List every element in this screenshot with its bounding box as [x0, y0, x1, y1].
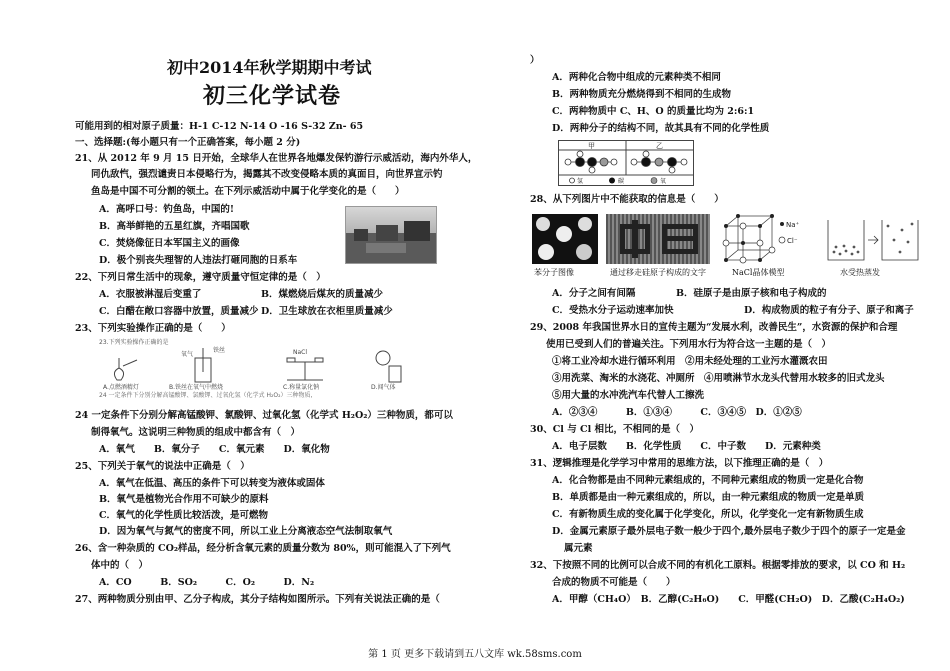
- q23-label-a: A.点燃酒精灯: [103, 384, 139, 391]
- q29-line-1: ①将工业冷却水进行循环利用 ②用未经处理的工业污水灌溉农田: [552, 356, 828, 367]
- section-heading: 一、选择题:(每小题只有一个正确答案，每小题 2 分): [75, 137, 301, 148]
- exam-subtitle: 初三化学试卷: [203, 83, 342, 109]
- q26-stem-2: 体中的（ ）: [91, 560, 149, 571]
- q25-option-a: A．氧气在低温、高压的条件下可以转变为液体或固体: [99, 478, 325, 489]
- alcohol-lamp-figure: [114, 358, 137, 380]
- q21-stem-1: 21、从 2012 年 9 月 15 日开始，全球华人在世界各地爆发保钓游行示威活动，海内外华人，: [75, 153, 478, 164]
- q22-option-b: B．煤燃烧后煤灰的质量减少: [261, 289, 384, 300]
- iron-tag: 铁丝: [213, 347, 226, 354]
- q21-option-a: A．高呼口号：钓鱼岛，中国的!: [99, 204, 235, 215]
- q24-stem-1: 24 一定条件下分别分解高锰酸钾、氯酸钾、过氧化氢（化学式 H₂O₂）三种物质，都可以: [75, 410, 453, 421]
- caption-silicon: 通过移走硅原子构成的文字: [610, 268, 706, 277]
- caption-water: 水受热蒸发: [840, 268, 880, 277]
- q27-stem: 27、两种物质分别由甲、乙分子构成，其分子结构如图所示。下列有关说法正确的是（: [75, 594, 440, 605]
- q28-option-b: B．硅原子是由原子核和电子构成的: [676, 288, 827, 299]
- q32-stem-1: 32、下按照不同的比例可以合成不同的有机化工原料。根据零排放的要求，以 CO 和 H₂: [530, 560, 906, 571]
- q27-option-b: B．两种物质充分燃烧得到不相同的生成物: [552, 89, 732, 100]
- legend-oxygen: 氧: [660, 178, 667, 185]
- q30-options: A．电子层数 B．化学性质 C．中子数 D．元素种类: [552, 441, 821, 452]
- q27-stem-cont: ）: [530, 55, 540, 66]
- cl-ion-label: Cl⁻: [787, 237, 798, 245]
- q21-option-c: C．焚烧像征日本军国主义的画像: [99, 238, 240, 249]
- atomic-masses: 可能用到的相对原子质量：H-1 C-12 N-14 O -16 S-32 Zn- 65: [75, 121, 364, 132]
- q31-option-d-1: D．金属元素原子最外层电子数一般少于四个,最外层电子数少于四个的原子一定是金: [552, 526, 906, 537]
- legend-hydrogen-marker: [570, 178, 575, 183]
- iron-wire-figure: [181, 346, 225, 382]
- caption-nacl: NaCl晶体模型: [732, 268, 785, 277]
- q23-img-caption: 24 一定条件下分别分解高锰酸钾、氯酸钾、过氧化氢（化学式 H₂O₂）三种物质，: [99, 392, 317, 398]
- balance-figure: [287, 349, 323, 380]
- q29-line-2: ③用洗菜、淘米的水浇花、冲厕所 ④用喷淋节水龙头代替用水较多的旧式龙头: [552, 373, 885, 384]
- exam-title: 初中2014年秋学期期中考试: [167, 58, 372, 77]
- legend-hydrogen: 氢: [577, 178, 584, 185]
- q23-label-b: B.铁丝在氧气中燃烧: [169, 384, 224, 391]
- q29-line-3: ⑤用大量的水冲洗汽车代替人工擦洗: [552, 390, 705, 401]
- q21-stem-3: 鱼岛是中国不可分割的领土。在下列示威活动中属于化学变化的是（ ）: [91, 186, 405, 197]
- legend-oxygen-marker: [651, 178, 657, 184]
- q32-options: A．甲醇（CH₄O） B．乙醇(C₂H₆O) C．甲醛(CH₂O) D．乙酸(C₂H₄O₂): [552, 594, 905, 605]
- q31-option-c: C．有新物质生成的变化属于化学变化，所以，化学变化一定有新物质生成: [552, 509, 864, 520]
- molecule-structure-image: [558, 140, 694, 186]
- nacl-tag: NaCl: [293, 349, 308, 356]
- nacl-crystal-image: [720, 212, 810, 266]
- legend-carbon-marker: [609, 178, 615, 184]
- q23-img-header: 23.下列实验操作正确的是: [99, 339, 169, 346]
- q22-option-c: C．白醋在敞口容器中放置，质量减少: [99, 306, 259, 317]
- q25-stem: 25、下列关于氧气的说法中正确是（ ）: [75, 461, 250, 472]
- water-evaporation-image: [824, 212, 924, 266]
- page-footer: 第 1 页 更多下载请到五八文库 wk.58sms.com: [368, 649, 582, 660]
- legend-carbon: 碳: [618, 178, 625, 185]
- q28-stem: 28、从下列图片中不能获取的信息是（ ）: [530, 194, 724, 205]
- q25-option-d: D．因为氧气与氮气的密度不同，所以工业上分离液态空气法制取氧气: [99, 526, 393, 537]
- lab-operations-image: [97, 336, 427, 398]
- q31-option-d-2: 属元素: [564, 543, 593, 554]
- molecule-jia-label: 甲: [588, 142, 595, 150]
- q23-label-d: D.闻气体: [371, 384, 396, 391]
- q31-option-a: A．化合物都是由不同种元素组成的，不同种元素组成的物质一定是化合物: [552, 475, 864, 486]
- na-ion-label: Na⁺: [786, 221, 800, 229]
- q30-stem: 30、Cl 与 Cl 相比，不相同的是（ ）: [530, 424, 699, 435]
- q29-stem-2: 使用已受到人们的普遍关注。下列用水行为符合这一主题的是（ ）: [546, 339, 832, 350]
- q24-stem-2: 制得氧气。这说明三种物质的组成中都含有（ ）: [91, 427, 301, 438]
- benzene-image: [532, 214, 598, 264]
- q22-option-a: A．衣服被淋湿后变重了: [99, 289, 202, 300]
- q29-stem-1: 29、2008 年我国世界水日的宣传主题为“发展水利，改善民生”，水资源的保护和合理: [530, 322, 898, 333]
- q31-stem: 31、逻辑推理是化学学习中常用的思维方法，以下推理正确的是（ ）: [530, 458, 829, 469]
- q32-stem-2: 合成的物质不可能是（ ）: [552, 577, 676, 588]
- q31-option-b: B．单质都是由一种元素组成的，所以，由一种元素组成的物质一定是单质: [552, 492, 865, 503]
- q28-option-d: D．构成物质的粒子有分子、原子和离子: [744, 305, 914, 316]
- q22-option-d: D．卫生球放在衣柜里质量减少: [261, 306, 393, 317]
- q24-options: A．氧气 B．氧分子 C．氧元素 D．氧化物: [99, 444, 330, 455]
- q27-option-c: C．两种物质中 C、H、O 的质量比均为 2:6:1: [552, 106, 755, 117]
- q21-option-d: D．极个别丧失理智的人违法打砸同胞的日系车: [99, 255, 298, 266]
- q28-option-a: A．分子之间有间隔: [552, 288, 636, 299]
- q27-option-d: D．两种分子的结构不同，故其具有不同的化学性质: [552, 123, 770, 134]
- q29-options: A．②③④ B．①③④ C．③④⑤ D．①②⑤: [552, 407, 802, 418]
- silicon-text-image: [606, 214, 710, 264]
- q25-option-c: C．氧气的化学性质比较活泼，是可燃物: [99, 510, 269, 521]
- q25-option-b: B．氧气是植物光合作用不可缺少的原料: [99, 494, 269, 505]
- oxygen-tag: 氧气: [181, 351, 194, 358]
- protest-photo: [345, 206, 437, 264]
- caption-benzene: 苯分子图像: [534, 268, 574, 277]
- molecule-yi-label: 乙: [656, 142, 663, 150]
- q21-option-b: B．高举鲜艳的五星红旗，齐唱国歌: [99, 221, 250, 232]
- q22-stem: 22、下列日常生活中的现象，遵守质量守恒定律的是（ ）: [75, 272, 326, 283]
- q23-label-c: C.称量氯化钠: [283, 384, 320, 391]
- q28-option-c: C．受热水分子运动速率加快: [552, 305, 674, 316]
- q26-options: A．CO B．SO₂ C．O₂ D．N₂: [99, 577, 315, 588]
- q23-stem: 23、下列实验操作正确的是（ ）: [75, 323, 231, 334]
- q27-option-a: A．两种化合物中组成的元素种类不相同: [552, 72, 721, 83]
- q26-stem-1: 26、含一种杂质的 CO₂样品，经分析含氧元素的质量分数为 80%，则可能混入了下列气: [75, 543, 451, 554]
- q21-stem-2: 同仇敌忾，强烈谴责日本侵略行为，揭露其不改变侵略本质的真面目，向世界宣示钓: [91, 169, 443, 180]
- smell-gas-figure: [376, 351, 401, 382]
